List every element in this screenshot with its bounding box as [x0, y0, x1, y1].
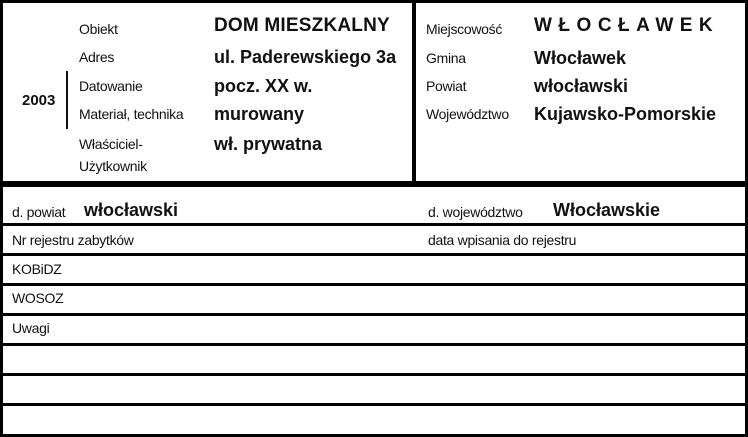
material-value: murowany — [214, 104, 305, 124]
location-panel — [416, 3, 745, 181]
kobidz-row — [3, 256, 745, 283]
object-value: DOM MIESZKALNY — [214, 15, 390, 36]
blank-row — [3, 376, 745, 403]
former-district-label: d. powiat — [12, 204, 66, 220]
former-district-value: włocławski — [84, 200, 179, 220]
year-divider — [66, 71, 68, 129]
object-info-panel — [3, 3, 412, 181]
registry-row — [3, 226, 745, 253]
former-admin-row — [3, 187, 745, 223]
former-province-label: d. województwo — [428, 204, 523, 220]
owner-value: wł. prywatna — [214, 134, 323, 154]
wosoz-row — [3, 286, 745, 313]
registry-number-label: Nr rejestru zabytków — [12, 232, 134, 248]
town-value: WŁOCŁAWEK — [534, 15, 720, 36]
blank-row — [3, 406, 745, 434]
object-label: Obiekt — [79, 21, 118, 37]
address-value: ul. Paderewskiego 3a — [214, 47, 397, 67]
dating-label: Datowanie — [79, 78, 143, 94]
district-value: włocławski — [534, 76, 629, 96]
province-value: Kujawsko-Pomorskie — [534, 104, 717, 124]
remarks-row — [3, 316, 745, 343]
former-province-value: Włocławskie — [553, 200, 661, 220]
town-label: Miejscowość — [426, 21, 503, 37]
owner-label-line1: Właściciel- — [79, 136, 143, 152]
registry-date-label: data wpisania do rejestru — [428, 232, 577, 248]
remarks-label: Uwagi — [12, 320, 50, 336]
district-label: Powiat — [426, 78, 467, 94]
commune-value: Włocławek — [534, 48, 627, 68]
dating-value: pocz. XX w. — [214, 76, 313, 96]
address-label: Adres — [79, 49, 115, 65]
material-label: Materiał, technika — [79, 106, 184, 122]
blank-row — [3, 346, 745, 373]
commune-label: Gmina — [426, 50, 466, 66]
province-label: Województwo — [426, 106, 509, 122]
owner-label-line2: Użytkownik — [79, 158, 147, 174]
wosoz-label: WOSOZ — [12, 290, 64, 306]
kobidz-label: KOBiDZ — [12, 261, 62, 277]
year-label: 2003 — [22, 92, 56, 109]
